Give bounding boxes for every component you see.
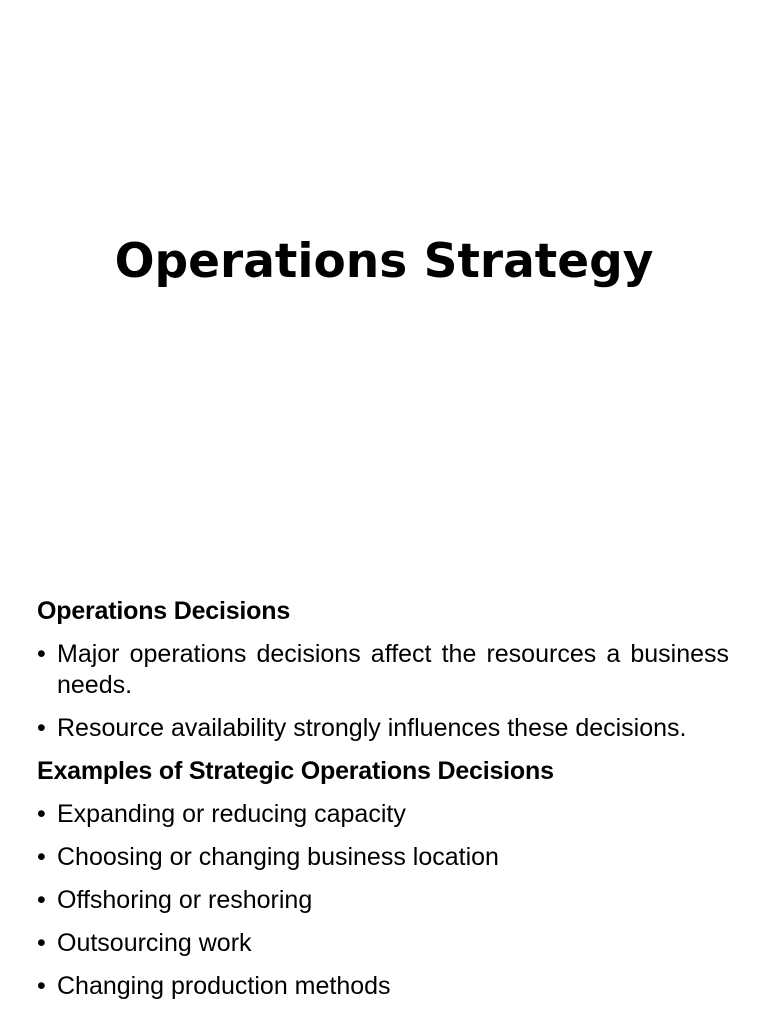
- list-item-text: Offshoring or reshoring: [57, 886, 313, 914]
- page-title: Operations Strategy: [114, 234, 654, 289]
- bullet-icon: •: [37, 800, 46, 828]
- bullet-icon: •: [37, 929, 46, 957]
- bullet-icon: •: [37, 886, 46, 914]
- bullet-icon: •: [37, 843, 46, 871]
- list-item: [37, 799, 729, 830]
- list-item-text: Expanding or reducing capacity: [57, 800, 406, 828]
- bullet-icon: •: [37, 972, 46, 1000]
- section-heading-operations-decisions: Operations Decisions: [37, 597, 291, 625]
- list-item-text: Resource availability strongly influences these decisions.: [57, 714, 687, 742]
- list-item-text: Changing production methods: [57, 972, 391, 1000]
- list-item-text: Major operations decisions affect the resources a business needs.: [57, 640, 729, 699]
- list-item-text: Choosing or changing business location: [57, 843, 499, 871]
- bullet-list-examples: [37, 799, 729, 1002]
- list-item: [37, 713, 729, 744]
- list-item: [37, 842, 729, 873]
- section-heading-examples: Examples of Strategic Operations Decisions: [37, 757, 554, 785]
- list-item-text: Outsourcing work: [57, 929, 252, 957]
- list-item: [37, 971, 729, 1002]
- list-item: [37, 928, 729, 959]
- bullet-icon: •: [37, 714, 46, 742]
- bullet-icon: •: [37, 640, 46, 668]
- bullet-list-operations-decisions: [37, 639, 729, 744]
- list-item: [37, 885, 729, 916]
- list-item: [37, 639, 729, 701]
- content-slide: [37, 596, 729, 1014]
